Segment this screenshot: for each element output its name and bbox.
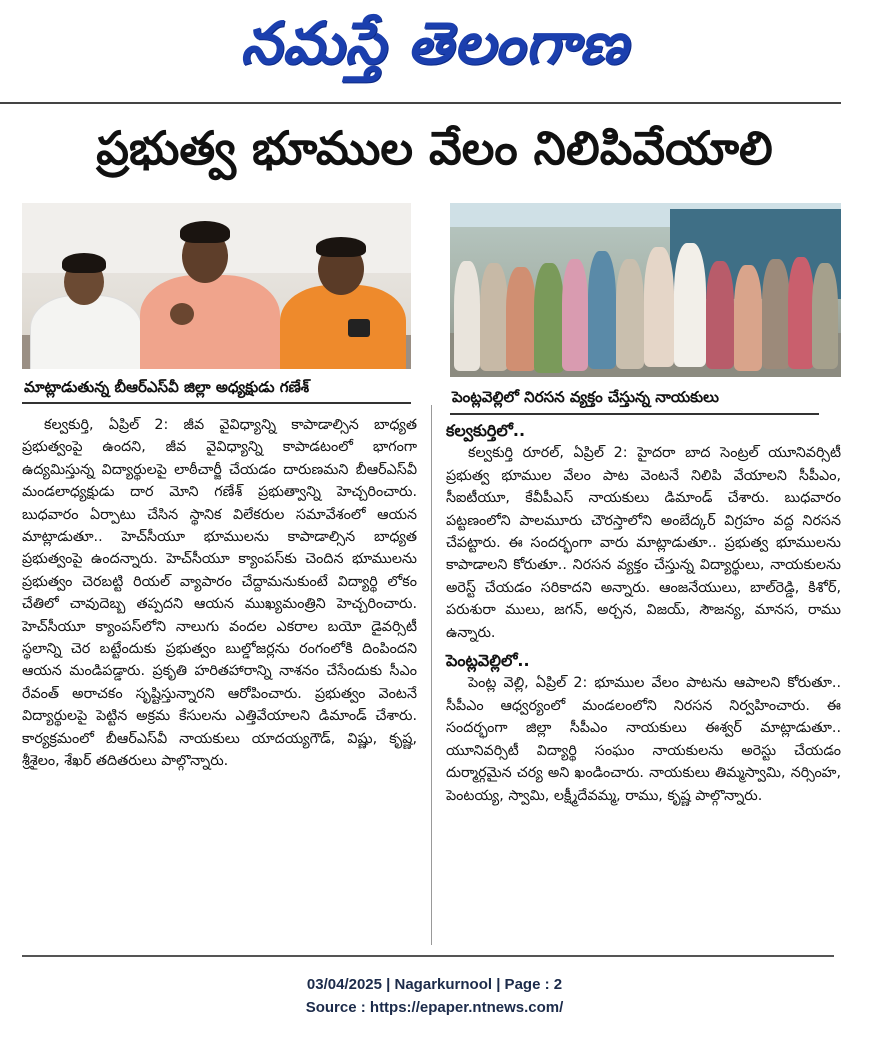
masthead-divider — [0, 102, 841, 104]
article-paragraph: కల్వకుర్తి, ఏప్రిల్ 2: జీవ వైవిధ్యాన్ని కాపాడాల్సిన బాధ్యత ప్రభుత్వంపై ఉందని, జీవ వైవిధ్యాన్ని కాపాడటంలో భాగంగా ఉద్యమిస్తున్న విద్యార్థులపై లాఠీచార్జీ చేయడం దారుణమని బీఆర్‌ఎస్‌వీ మండలాధ్యక్షుడు దార మోని గణేశ్ ప్రభుత్వాన్ని హెచ్చరించారు. బుధవారం ఏర్పాటు చేసిన స్థానిక విలేకరుల సమావేశంలో ఆయన మాట్లాడుతూ.. హెచ్‌సీయూ భూములను కాపాడాల్సిన బాధ్యత ప్రభుత్వంపై ఉందన్నారు. హెచ్‌సీయూ క్యాంపస్‌కు చెందిన భూములను ప్రభుత్వం చెరబట్టి రియల్ వ్యాపారం చేద్దామనుకుంటే విద్యార్థి లోకం చేతిలో చావుదెబ్బ తప్పదని ఆయన ముఖ్యమంత్రిని హెచ్చరించారు. హెచ్‌సీయూ క్యాంపస్‌లోని నాలుగు వందల ఎకరాల బయో డైవర్సిటీ స్థలాన్ని చెర బట్టేందుకు ప్రభుత్వం బుల్డోజర్లను రంగంలోకి దింపిందని ఆయన మండిపడ్డారు. ప్రకృతి హరితహారాన్ని నాశనం చేసేందుకు సీఎం రేవంత్ అరాచకం సృష్టిస్తున్నారని ఆరోపించారు. ప్రభుత్వం వెంటనే విద్యార్థులపై పెట్టిన అక్రమ కేసులను ఎత్తివేయాలని డిమాండ్ చేశారు. కార్యక్రమంలో బీఆర్‌ఎస్‌వీ నాయకులు యాదయ్యగౌడ్, విష్ణు, కృష్ణ, శ్రీశైలం, శేఖర్ తదితరులు పాల్గొన్నారు. — [22, 417, 417, 770]
masthead — [0, 0, 869, 100]
section-title-kalwakurthy: కల్వకుర్తిలో.. — [446, 421, 526, 440]
article-column-right — [446, 420, 841, 807]
protest-photo — [450, 203, 841, 377]
headline: ప్రభుత్వ భూముల వేలం నిలిపివేయాలి — [96, 121, 773, 175]
caption-rule-left — [22, 402, 411, 404]
photo-caption-right: పెంట్లవెల్లిలో నిరసన వ్యక్తం చేస్తున్న నాయకులు — [452, 388, 719, 406]
article-column-left — [22, 414, 417, 773]
section-body-pentlavelli: పెంట్ల వెల్లి, ఏప్రిల్ 2: భూముల వేలం పాటను ఆపాలని కోరుతూ.. సీపీఎం ఆధ్వర్యంలో మండలంలోని నిరసన నిర్వహించారు. ఈ సందర్భంగా జిల్లా సీపీఎం నాయకులు ఈశ్వర్ మాట్లాడుతూ.. యూనివర్సిటీ విద్యార్థి సంఘం నాయకులను అరెస్టు చేయడం దుర్మార్గమైన చర్య అని ఖండించారు. నాయకులు తిమ్మస్వామి, నర్సింహ, పెంటయ్య, స్వామి, లక్ష్మీదేవమ్మ, రాము, కృష్ణ పాల్గొన్నారు. — [446, 675, 841, 804]
photo-caption-left: మాట్లాడుతున్న బీఆర్‌ఎస్‌వీ జిల్లా అధ్యక్షుడు గణేశ్ — [24, 378, 310, 396]
caption-rule-right — [450, 413, 819, 415]
press-meet-photo — [22, 203, 411, 369]
source-url: Source : https://epaper.ntnews.com/ — [305, 999, 564, 1016]
column-divider — [431, 405, 432, 945]
section-body-kalwakurthy: కల్వకుర్తి రూరల్, ఏప్రిల్ 2: హైదరా బాద సెంట్రల్ యూనివర్సిటీ ప్రభుత్వ భూముల వేలం పాట వెంటనే నిలిపి వేయాలని సీపీఎం, సీఐటీయూ, కేవీపీఎస్ నాయకులు డిమాండ్ చేశారు. బుధవారం పట్టణంలోని పాలమూరు చౌరస్తాలోని అంబేద్కర్ విగ్రహం వద్ద నిరసన చేపట్టారు. ఈ సందర్భంగా వారు మాట్లాడుతూ.. ప్రభుత్వ భూములను కాపాడాలని కోరుతూ.. నిరసన వ్యక్తం చేస్తున్న విద్యార్థులు, నాయకులను అరెస్ట్ చేయడం సరికాదని అన్నారు. ఆంజనేయులు, బాల్‌రెడ్డి, కిశోర్, పరుశురా ములు, జగన్, అర్చన, విజయ్, సౌజన్య, మానస, రాము ఉన్నారు. — [446, 445, 841, 641]
edition-info: 03/04/2025 | Nagarkurnool | Page : 2 — [306, 976, 563, 993]
section-title-pentlavelli: పెంట్లవెల్లిలో.. — [446, 651, 530, 671]
newspaper-logo: నమస్తే తెలంగాణ — [240, 8, 629, 77]
footer-divider — [22, 955, 834, 957]
